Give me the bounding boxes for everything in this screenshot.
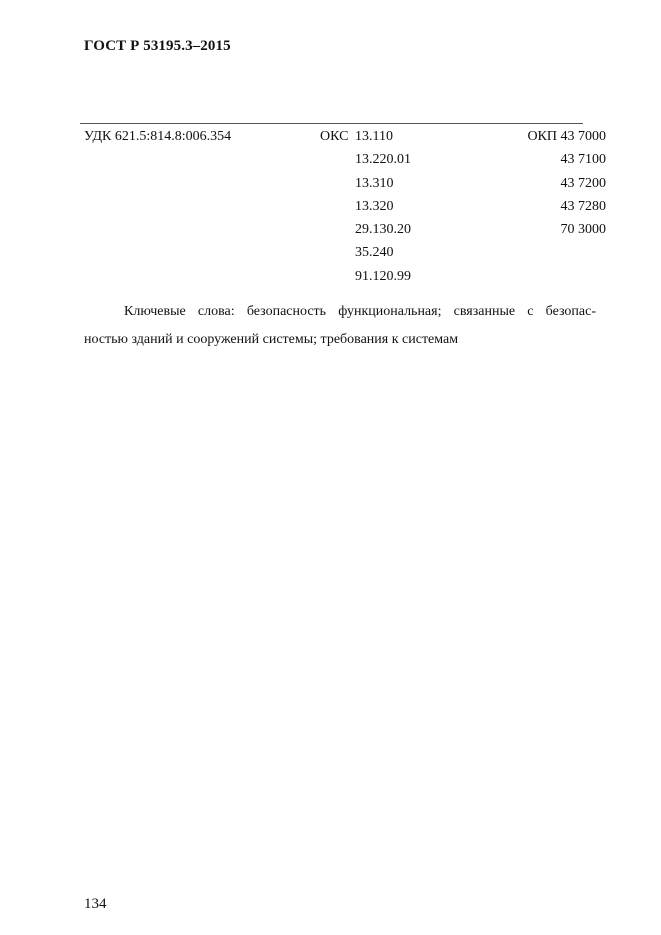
udk-code: УДК 621.5:814.8:006.354 <box>84 129 232 144</box>
keywords-line-2: ностью зданий и сооружений системы; требования к системам <box>84 332 459 347</box>
oks-code: 13.220.01 <box>355 152 411 168</box>
page-number: 134 <box>84 896 107 912</box>
oks-code: 91.120.99 <box>355 268 411 284</box>
oks-code-list <box>355 125 411 288</box>
classification-block <box>84 125 606 285</box>
keywords-line-1: Ключевые слова: безопасность функциональная; связанные с безопас- <box>124 304 596 319</box>
okp-code: 70 3000 <box>560 222 606 238</box>
okp-code: 43 7200 <box>560 175 606 191</box>
oks-code: 13.310 <box>355 175 394 191</box>
okp-code: 43 7280 <box>560 198 606 214</box>
document-header-title: ГОСТ Р 53195.3–2015 <box>84 38 231 54</box>
okp-first-line <box>527 125 606 148</box>
okp-code: 43 7100 <box>560 152 606 168</box>
okp-code-list <box>527 125 606 241</box>
oks-code: 13.320 <box>355 198 394 214</box>
oks-code: 13.110 <box>355 129 393 144</box>
okp-label: ОКП <box>527 129 557 144</box>
header-divider-rule <box>80 123 583 124</box>
keywords-paragraph <box>84 298 596 354</box>
oks-label: ОКС <box>320 129 349 144</box>
oks-code: 35.240 <box>355 245 394 261</box>
oks-code: 29.130.20 <box>355 222 411 238</box>
okp-code: 43 7000 <box>560 129 606 144</box>
